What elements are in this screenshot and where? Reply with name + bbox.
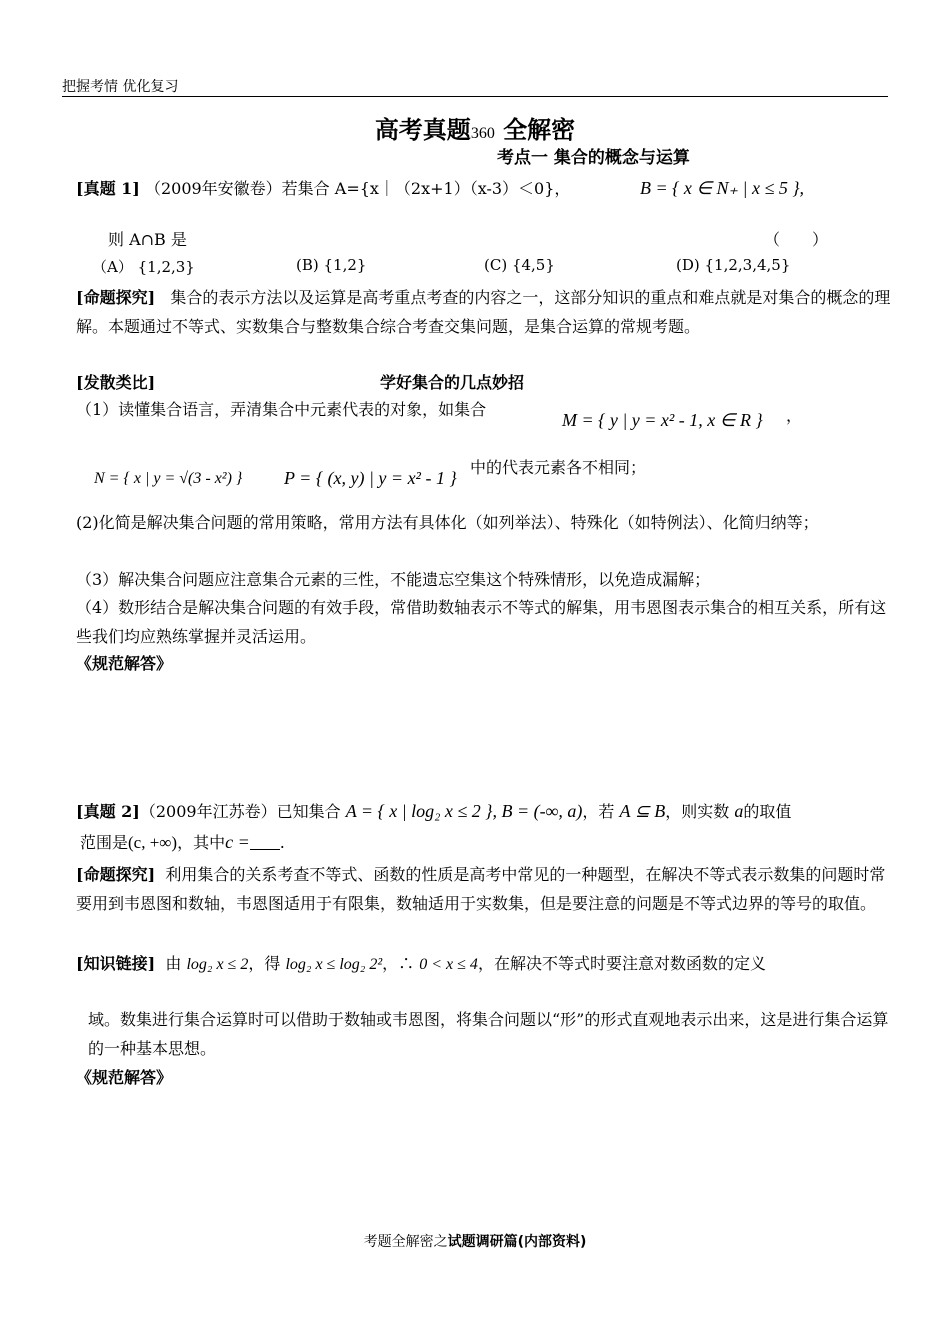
q1-stem: （2009年安徽卷）若集合 A={x｜（2x+1）（x-3）＜0}， — [144, 179, 571, 198]
q2-stem-d: 的取值 — [743, 802, 792, 821]
tip3: （3）解决集合问题应注意集合元素的三性，不能遗忘空集这个特殊情形，以免造成漏解； — [76, 570, 711, 589]
q2-var-c: c = — [225, 832, 250, 852]
q1-set-b: B = { x ∈ N₊ | x ≤ 5 }, — [640, 178, 805, 198]
q2-set-a: A = { x | log₂ x ≤ 2 }, B = (-∞, a) — [345, 801, 583, 821]
header-rule — [62, 96, 888, 97]
q2-link-m3: 0 < x ≤ 4 — [419, 956, 478, 973]
q2-stem-c: ，则实数 — [665, 802, 730, 821]
tip1-tail: 中的代表元素各不相同； — [470, 458, 647, 477]
q1-option-d: (D) {1,2,3,4,5} — [676, 256, 791, 274]
page-footer — [0, 1231, 950, 1251]
q2-link-w4: ，在解决不等式时要注意对数函数的定义 — [477, 954, 766, 973]
q2-link-w1: 由 — [165, 954, 182, 973]
q2-tag: [真题 2] — [76, 802, 140, 821]
q1-stem-line — [76, 175, 570, 203]
q1-option-b: (B) {1,2} — [296, 256, 367, 274]
q2-link-tag: [知识链接] — [76, 954, 156, 973]
q2-line2-c: . — [279, 833, 285, 852]
page-title — [0, 110, 950, 145]
footer-bold: 试题调研篇(内部资料) — [447, 1234, 587, 1250]
tip1-set-p: P = { (x, y) | y = x² - 1 } — [284, 468, 457, 488]
q1-option-c: (C) {4,5} — [484, 256, 555, 274]
q2-analysis-text: 利用集合的关系考查不等式、函数的性质是高考中常见的一种题型，在解决不等式表示数集的问题时常要用到韦恩图和数轴，韦恩图适用于有限集，数轴适用于实数集，但是要注意的问题是不等式边界的等号的取值。 — [76, 865, 886, 913]
q2-line2-b: ，其中 — [177, 833, 226, 852]
q1-tag: [真题 1] — [76, 179, 140, 198]
q1-extend-heading: 学好集合的几点妙招 — [380, 373, 525, 392]
title-part1: 高考真题 — [374, 116, 471, 144]
title-part2: 全解密 — [494, 116, 576, 144]
q2-analysis-tag: [命题探究] — [76, 865, 156, 884]
tip1-set-n: N = { x | y = √(3 - x²) } — [94, 470, 243, 487]
q2-link-m1: log₂ x ≤ 2 — [186, 956, 249, 973]
q1-analysis-text: 集合的表示方法以及运算是高考重点考查的内容之一，这部分知识的重点和难点就是对集合的概念的理解。本题通过不等式、实数集合与整数集合综合考查交集问题，是集合运算的常规考题。 — [76, 288, 891, 336]
q1-answer-bracket: （ ） — [764, 230, 829, 249]
q2-condition: A ⊆ B — [619, 801, 666, 821]
tip1-comma: ， — [786, 406, 803, 425]
q1-analysis-tag: [命题探究] — [76, 288, 156, 307]
q2-solution-heading: 《规范解答》 — [76, 1068, 173, 1087]
section-subtitle: 考点一 集合的概念与运算 — [497, 148, 690, 168]
q2-stem-line — [76, 797, 791, 826]
tip1-set-m: M = { y | y = x² - 1, x ∈ R } — [562, 410, 763, 430]
q2-link-line — [76, 950, 766, 979]
q1-analysis — [76, 283, 896, 341]
title-number: 360 — [470, 125, 495, 142]
q2-range: (c, +∞) — [128, 833, 178, 852]
q1-solution-heading: 《规范解答》 — [76, 654, 173, 673]
q2-link-m2: log₂ x ≤ log₂ 2² — [285, 956, 383, 973]
q1-extend-tag: [发散类比] — [76, 373, 156, 392]
q1-ask: 则 A∩B 是 — [108, 230, 187, 249]
q2-line2-a: 范围是 — [80, 833, 129, 852]
q2-stem-b: ，若 — [582, 802, 615, 821]
tip2: (2)化简是解决集合问题的常用策略，常用方法有具体化（如列举法）、特殊化（如特例法）、化简归纳等； — [76, 513, 819, 532]
q2-stem-a: （2009年江苏卷）已知集合 — [139, 802, 341, 821]
tip4: （4）数形结合是解决集合问题的有效手段，常借助数轴表示不等式的解集，用韦恩图表示集合的相互关系，所有这些我们均应熟练掌握并灵活运用。 — [76, 598, 887, 646]
q2-line2 — [80, 828, 285, 857]
q2-link-w2: ，得 — [248, 954, 281, 973]
q1-option-a: （A） {1,2,3} — [92, 258, 195, 276]
q2-link-text2: 域。数集进行集合运算时可以借助于数轴或韦恩图，将集合问题以“形”的形式直观地表示出来，这是进行集合运算的一种基本思想。 — [88, 1010, 889, 1058]
q2-link-w3: ，∴ — [382, 954, 415, 973]
page-header: 把握考情 优化复习 — [62, 79, 179, 95]
footer-normal: 考题全解密之 — [363, 1234, 448, 1250]
q2-answer-blank — [250, 835, 280, 850]
q2-var-a: a — [734, 801, 744, 821]
tip1-text: （1）读懂集合语言，弄清集合中元素代表的对象，如集合 — [76, 400, 487, 419]
q2-analysis — [76, 860, 896, 918]
